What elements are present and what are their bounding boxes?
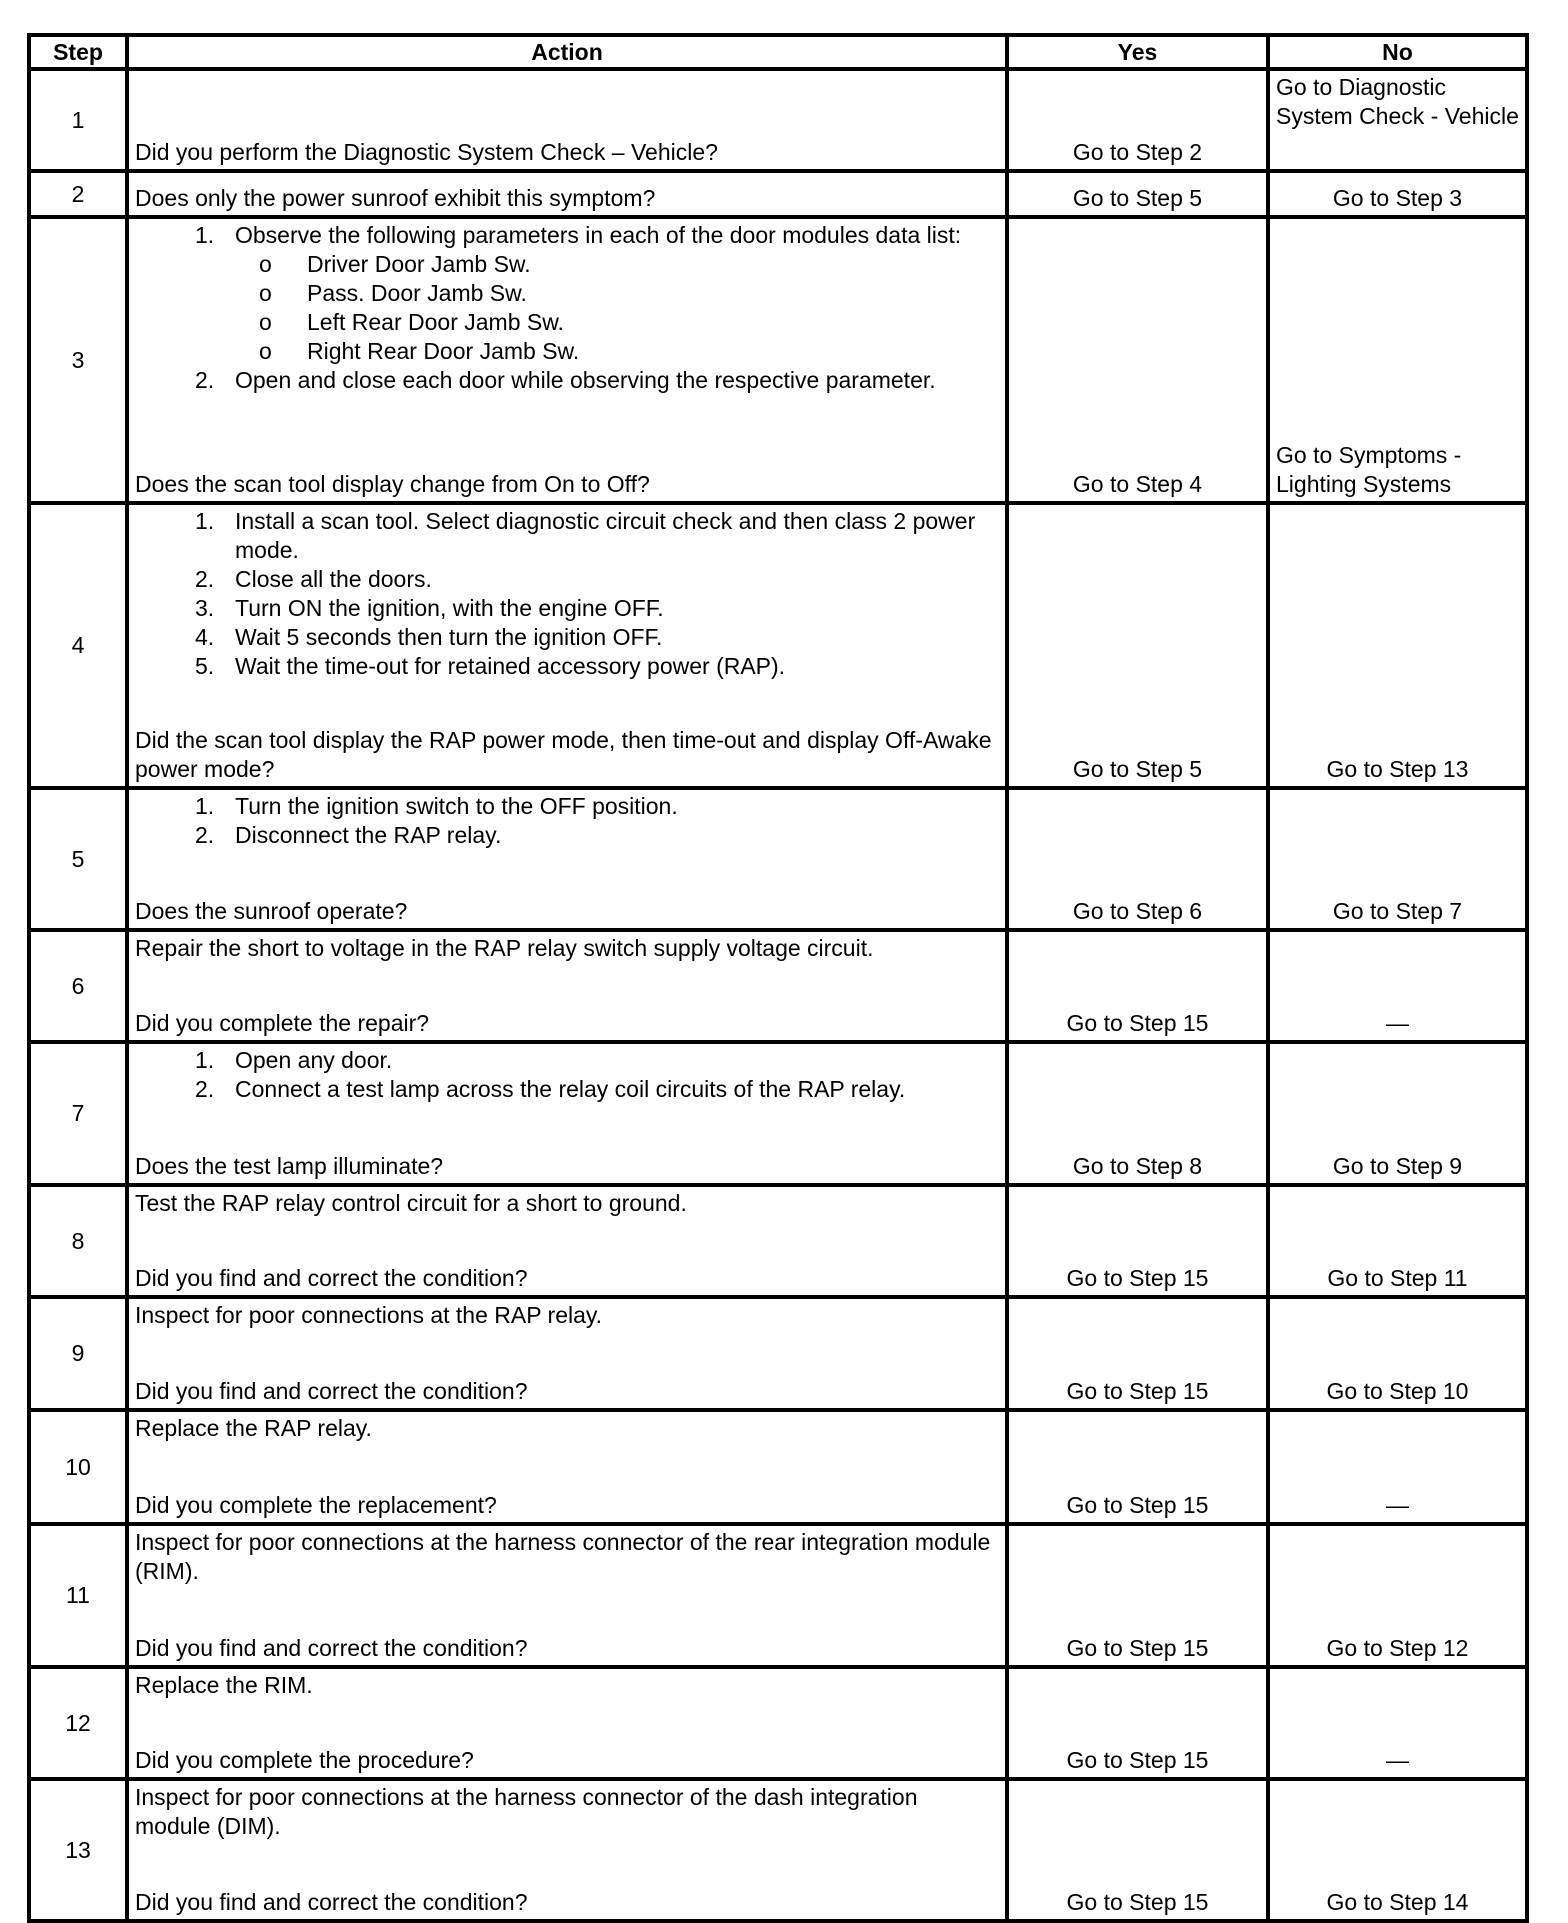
- instruction-item: [135, 623, 999, 652]
- yes-result: Go to Step 15: [1007, 1779, 1268, 1921]
- yes-result: Go to Step 8: [1007, 1042, 1268, 1185]
- action-content: [135, 221, 999, 499]
- action-cell: [127, 69, 1007, 171]
- action-cell: [127, 1779, 1007, 1921]
- action-cell: [127, 1524, 1007, 1667]
- sub-item: [135, 308, 999, 337]
- step-number: 13: [29, 1779, 127, 1921]
- bullet-icon: o: [259, 338, 272, 364]
- instruction-text: Connect a test lamp across the relay coil circuits of the RAP relay.: [235, 1076, 906, 1102]
- instruction-number-text: 2.: [195, 566, 215, 592]
- action-cell: [127, 1297, 1007, 1410]
- table-row: [29, 1524, 1527, 1667]
- action-question: Did you complete the procedure?: [135, 1747, 474, 1773]
- yes-result: Go to Step 15: [1007, 1524, 1268, 1667]
- action-lead: Replace the RIM.: [135, 1672, 313, 1698]
- no-result: Go to Step 3: [1268, 171, 1527, 217]
- action-instructions: [135, 221, 999, 395]
- action-lead: Inspect for poor connections at the RAP relay.: [135, 1302, 603, 1328]
- step-number: 1: [29, 69, 127, 171]
- table-row: [29, 1042, 1527, 1185]
- sub-item-text: Driver Door Jamb Sw.: [307, 251, 531, 277]
- step-number: 9: [29, 1297, 127, 1410]
- instruction-number-text: 1.: [195, 508, 215, 534]
- action-question: Did you perform the Diagnostic System Check – Vehicle?: [135, 139, 718, 165]
- no-result: Go to Step 7: [1268, 788, 1527, 930]
- step-number: 11: [29, 1524, 127, 1667]
- table-row: [29, 171, 1527, 217]
- instruction-number: [135, 565, 235, 594]
- action-content: [135, 792, 999, 926]
- action-cell: [127, 930, 1007, 1042]
- instruction-item: [135, 792, 999, 821]
- instruction-item: [135, 652, 999, 681]
- instruction-text: Turn the ignition switch to the OFF position.: [235, 793, 678, 819]
- action-instructions: [135, 1301, 999, 1330]
- table-row: [29, 930, 1527, 1042]
- action-content: [135, 1783, 999, 1917]
- instruction-number-text: 1.: [195, 222, 215, 248]
- step-number: 3: [29, 217, 127, 503]
- instruction-number-text: 1.: [195, 793, 215, 819]
- action-lead: Inspect for poor connections at the harness connector of the dash integration module (DIM).: [135, 1784, 918, 1839]
- action-content: [135, 175, 999, 213]
- instruction-text-block: [235, 623, 662, 652]
- step-number: 4: [29, 503, 127, 788]
- instruction-item: [135, 565, 999, 594]
- header-yes: Yes: [1007, 35, 1268, 69]
- instruction-text: Open and close each door while observing the respective parameter.: [235, 367, 936, 393]
- step-number: 10: [29, 1410, 127, 1524]
- instruction-item: [135, 366, 999, 395]
- header-step: Step: [29, 35, 127, 69]
- instruction-text: Turn ON the ignition, with the engine OFF.: [235, 595, 664, 621]
- step-number: 12: [29, 1667, 127, 1779]
- instruction-number-text: 2.: [195, 822, 215, 848]
- action-content: [135, 73, 999, 167]
- action-question: Did you find and correct the condition?: [135, 1378, 528, 1404]
- no-result: Go to Step 11: [1268, 1185, 1527, 1297]
- instruction-text-block: [235, 652, 785, 681]
- yes-result: Go to Step 15: [1007, 1410, 1268, 1524]
- table-row: [29, 1779, 1527, 1921]
- action-lead: Test the RAP relay control circuit for a short to ground.: [135, 1190, 687, 1216]
- yes-result: Go to Step 15: [1007, 930, 1268, 1042]
- no-result: Go to Diagnostic System Check - Vehicle: [1268, 69, 1527, 171]
- step-number: 6: [29, 930, 127, 1042]
- sub-item: [135, 337, 999, 366]
- table-row: [29, 1667, 1527, 1779]
- instruction-number-text: 2.: [195, 1076, 215, 1102]
- action-instructions: [135, 1046, 999, 1104]
- action-question: Does only the power sunroof exhibit this symptom?: [135, 185, 656, 211]
- no-result: —: [1268, 1410, 1527, 1524]
- action-cell: [127, 171, 1007, 217]
- no-result: —: [1268, 930, 1527, 1042]
- instruction-text: Open any door.: [235, 1047, 393, 1073]
- step-number: 7: [29, 1042, 127, 1185]
- instruction-text-block: [235, 507, 999, 565]
- sub-item-text: Right Rear Door Jamb Sw.: [307, 338, 580, 364]
- action-content: [135, 1414, 999, 1520]
- action-instructions: [135, 507, 999, 681]
- instruction-number-text: 3.: [195, 595, 215, 621]
- action-cell: [127, 788, 1007, 930]
- bullet-icon: o: [259, 309, 272, 335]
- yes-result: Go to Step 2: [1007, 69, 1268, 171]
- bullet-icon: o: [259, 251, 272, 277]
- action-content: [135, 934, 999, 1038]
- yes-result: Go to Step 15: [1007, 1185, 1268, 1297]
- no-result: Go to Step 10: [1268, 1297, 1527, 1410]
- instruction-text-block: [235, 821, 501, 850]
- instruction-text-block: [235, 366, 936, 395]
- instruction-text-block: [235, 565, 432, 594]
- no-result: —: [1268, 1667, 1527, 1779]
- instruction-number-text: 2.: [195, 367, 215, 393]
- instruction-number: [135, 792, 235, 821]
- bullet-icon: o: [259, 280, 272, 306]
- action-instructions: [135, 934, 999, 963]
- action-content: [135, 1671, 999, 1775]
- action-question: Did the scan tool display the RAP power mode, then time-out and display Off-Awake power mode?: [135, 727, 992, 782]
- action-question: Does the scan tool display change from On to Off?: [135, 471, 650, 497]
- instruction-item: [135, 507, 999, 565]
- no-result: Go to Step 12: [1268, 1524, 1527, 1667]
- table-row: [29, 1185, 1527, 1297]
- action-content: [135, 1301, 999, 1406]
- table-row: [29, 503, 1527, 788]
- table-row: [29, 788, 1527, 930]
- action-instructions: [135, 1783, 999, 1841]
- sub-item: [135, 250, 999, 279]
- action-question: Did you find and correct the condition?: [135, 1265, 528, 1291]
- action-lead: Replace the RAP relay.: [135, 1415, 372, 1441]
- header-row: [29, 35, 1527, 69]
- yes-result: Go to Step 4: [1007, 217, 1268, 503]
- yes-result: Go to Step 5: [1007, 503, 1268, 788]
- instruction-item: [135, 221, 999, 250]
- action-content: [135, 1528, 999, 1663]
- instruction-text-block: [235, 1046, 392, 1075]
- yes-result: Go to Step 5: [1007, 171, 1268, 217]
- yes-result: Go to Step 6: [1007, 788, 1268, 930]
- table-row: [29, 1297, 1527, 1410]
- instruction-number: [135, 1046, 235, 1075]
- instruction-number: [135, 652, 235, 681]
- action-cell: [127, 217, 1007, 503]
- action-content: [135, 1046, 999, 1181]
- action-question: Did you find and correct the condition?: [135, 1889, 528, 1915]
- instruction-number-text: 4.: [195, 624, 215, 650]
- header-no: No: [1268, 35, 1527, 69]
- instruction-number: [135, 221, 235, 250]
- action-content: [135, 507, 999, 784]
- instruction-number: [135, 821, 235, 850]
- no-result: Go to Step 14: [1268, 1779, 1527, 1921]
- sub-item-text: Left Rear Door Jamb Sw.: [307, 309, 564, 335]
- instruction-item: [135, 594, 999, 623]
- action-question: Did you complete the replacement?: [135, 1492, 497, 1518]
- header-action: Action: [127, 35, 1007, 69]
- action-content: [135, 1189, 999, 1293]
- action-instructions: [135, 1414, 999, 1443]
- no-result: Go to Step 9: [1268, 1042, 1527, 1185]
- instruction-number: [135, 1075, 235, 1104]
- instruction-text-block: [235, 792, 678, 821]
- table-row: [29, 69, 1527, 171]
- action-question: Does the sunroof operate?: [135, 898, 408, 924]
- action-instructions: [135, 1528, 999, 1586]
- instruction-number: [135, 623, 235, 652]
- instruction-text: Close all the doors.: [235, 566, 432, 592]
- yes-result: Go to Step 15: [1007, 1667, 1268, 1779]
- action-cell: [127, 1667, 1007, 1779]
- instruction-text: Install a scan tool. Select diagnostic circuit check and then class 2 power mode.: [235, 508, 976, 563]
- instruction-text-block: [235, 1075, 905, 1104]
- table-row: [29, 1410, 1527, 1524]
- action-lead: Repair the short to voltage in the RAP relay switch supply voltage circuit.: [135, 935, 874, 961]
- instruction-item: [135, 1075, 999, 1104]
- instruction-number-text: 5.: [195, 653, 215, 679]
- instruction-text: Observe the following parameters in each of the door modules data list:: [235, 222, 962, 248]
- instruction-item: [135, 821, 999, 850]
- action-question: Did you find and correct the condition?: [135, 1635, 528, 1661]
- sub-item: [135, 279, 999, 308]
- action-cell: [127, 1042, 1007, 1185]
- step-number: 8: [29, 1185, 127, 1297]
- action-question: Does the test lamp illuminate?: [135, 1153, 444, 1179]
- action-instructions: [135, 1671, 999, 1700]
- instruction-number: [135, 594, 235, 623]
- step-number: 5: [29, 788, 127, 930]
- action-instructions: [135, 792, 999, 850]
- action-cell: [127, 1185, 1007, 1297]
- instruction-text-block: [235, 221, 961, 250]
- action-lead: Inspect for poor connections at the harness connector of the rear integration module (RIM).: [135, 1529, 991, 1584]
- instruction-text: Disconnect the RAP relay.: [235, 822, 502, 848]
- step-number: 2: [29, 171, 127, 217]
- instruction-item: [135, 1046, 999, 1075]
- yes-result: Go to Step 15: [1007, 1297, 1268, 1410]
- action-cell: [127, 1410, 1007, 1524]
- action-question: Did you complete the repair?: [135, 1010, 430, 1036]
- action-instructions: [135, 1189, 999, 1218]
- instruction-text: Wait the time-out for retained accessory power (RAP).: [235, 653, 786, 679]
- no-result: Go to Symptoms - Lighting Systems: [1268, 217, 1527, 503]
- no-result: Go to Step 13: [1268, 503, 1527, 788]
- instruction-text-block: [235, 594, 664, 623]
- action-cell: [127, 503, 1007, 788]
- table-row: [29, 217, 1527, 503]
- instruction-number-text: 1.: [195, 1047, 215, 1073]
- instruction-text: Wait 5 seconds then turn the ignition OFF.: [235, 624, 663, 650]
- diagnostic-table: [27, 33, 1529, 1923]
- instruction-number: [135, 366, 235, 395]
- sub-item-text: Pass. Door Jamb Sw.: [307, 280, 527, 306]
- instruction-number: [135, 507, 235, 565]
